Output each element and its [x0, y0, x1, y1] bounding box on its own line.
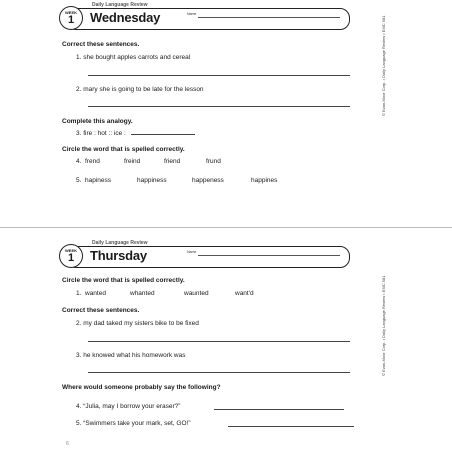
name-label: Name	[187, 12, 197, 16]
choice-word[interactable]: waunted	[184, 290, 209, 297]
day-title: Thursday	[90, 248, 147, 263]
section-heading: Where would someone probably say the following?	[62, 384, 221, 391]
question-text: mary she is going to be late for the lesson	[83, 86, 204, 93]
choice-word[interactable]: happeness	[192, 177, 224, 184]
page-divider	[0, 227, 452, 228]
week-number: 1	[67, 252, 75, 264]
question-3	[76, 130, 195, 137]
question-text: “Swimmers take your mark, set, GO!”	[83, 420, 191, 427]
answer-blank[interactable]	[131, 134, 195, 135]
day-title: Wednesday	[90, 10, 161, 25]
question-2	[76, 86, 204, 93]
question-text: she bought apples carrots and cereal	[83, 54, 191, 61]
choice-word[interactable]: friend	[164, 158, 181, 165]
week-label: WEEK	[65, 10, 77, 15]
question-5	[76, 420, 191, 427]
question-number: 2.	[76, 86, 82, 93]
series-title: Daily Language Review	[92, 2, 148, 8]
choice-word[interactable]: freind	[124, 158, 141, 165]
week-number: 1	[67, 14, 75, 26]
answer-line[interactable]	[228, 426, 354, 427]
name-label: Name	[187, 250, 197, 254]
choice-word[interactable]: hapiness	[85, 177, 112, 184]
question-number: 3.	[76, 352, 82, 359]
question-number: 5.	[76, 177, 82, 184]
question-number: 1.	[76, 54, 82, 61]
section-heading: Complete this analogy.	[62, 118, 133, 125]
question-text: “Julia, may I borrow your eraser?”	[83, 403, 181, 410]
name-line	[198, 17, 340, 18]
answer-line[interactable]	[88, 372, 350, 373]
answer-line[interactable]	[88, 75, 350, 76]
choice-word[interactable]: happiness	[137, 177, 167, 184]
answer-line[interactable]	[214, 409, 344, 410]
publisher-side-text: © Evan-Moor Corp. • Daily Language Review • EMC 581	[381, 15, 386, 116]
answer-line[interactable]	[88, 341, 350, 342]
choice-word[interactable]: want'd	[235, 290, 254, 297]
question-text: my dad taked my sisters bike to be fixed	[83, 320, 199, 327]
question-2	[76, 320, 199, 327]
section-heading: Circle the word that is spelled correctly.	[62, 146, 185, 153]
choice-word[interactable]: happines	[251, 177, 278, 184]
question-number: 3.	[76, 130, 82, 137]
section-heading: Correct these sentences.	[62, 307, 140, 314]
choice-word[interactable]: whanted	[130, 290, 155, 297]
publisher-side-text: © Evan-Moor Corp. • Daily Language Review • EMC 581	[381, 275, 386, 376]
choice-word[interactable]: wanted	[85, 290, 106, 297]
question-number: 1.	[76, 290, 82, 297]
question-number: 2.	[76, 320, 82, 327]
question-3	[76, 352, 185, 359]
week-label: WEEK	[65, 248, 77, 253]
section-heading: Correct these sentences.	[62, 41, 140, 48]
series-title: Daily Language Review	[92, 240, 148, 246]
question-text: he knowed what his homework was	[83, 352, 186, 359]
page-number: 6	[66, 441, 69, 447]
answer-line[interactable]	[88, 106, 350, 107]
question-number: 4.	[76, 403, 82, 410]
week-badge	[59, 244, 83, 268]
question-text: fire : hot :: ice :	[83, 130, 126, 137]
choice-word[interactable]: frund	[206, 158, 221, 165]
question-number: 5.	[76, 420, 82, 427]
choice-word[interactable]: frend	[85, 158, 100, 165]
question-4	[76, 403, 180, 410]
section-heading: Circle the word that is spelled correctly.	[62, 277, 185, 284]
name-line	[198, 255, 340, 256]
question-number: 4.	[76, 158, 82, 165]
question-1	[76, 54, 190, 61]
week-badge	[59, 6, 83, 30]
